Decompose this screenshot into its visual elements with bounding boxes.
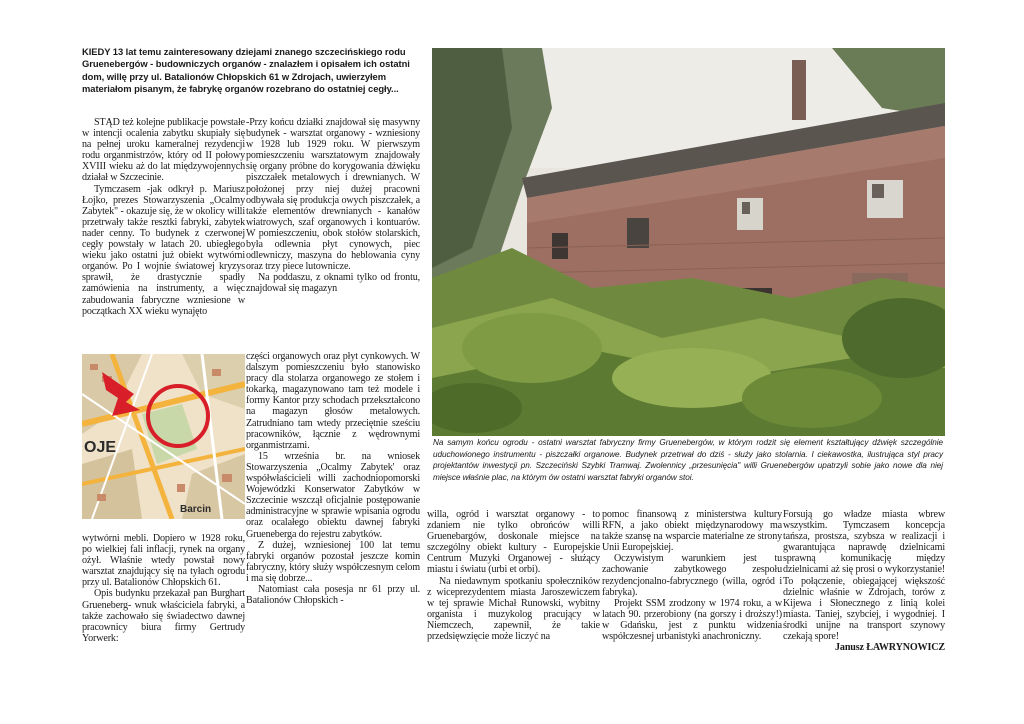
map-label-bottom: Barcin	[180, 504, 212, 515]
article-lead: KIEDY 13 lat temu zainteresowany dziejami znanego szczecińskiego rodu Gruenebergów - budowniczych organów - znalazłem i opisałem ich ostatni dom, willę przy ul. Batalionów Chłopskich 61 w Zdrojach, uwierzyłem materiałom pisanym, że fabrykę organów rozebrano do ostatniej cegły...	[82, 46, 410, 95]
column-3	[427, 509, 600, 669]
map-graphic	[82, 354, 245, 519]
paragraph: wytwórni mebli. Dopiero w 1928 roku, po wielkiej fali inflacji, rynek na organy ożył. Właśnie wtedy powstał nowy warsztat znajdujący się na tyłach ogrodu przy ul. Batalionów Chłopskich 61.	[82, 533, 245, 589]
column-4	[602, 509, 782, 669]
paragraph: Opis budynku przekazał pan Burghart Grueneberg- wnuk właściciela fabryki, a także zachowało się świadectwo dawnej pracownicy biura firmy Gertrudy Yorwerk:	[82, 588, 245, 644]
column-1-top	[82, 117, 245, 354]
paragraph: 15 września br. na wniosek Stowarzyszenia „Ocalmy Zabytek' oraz współwłaścicieli willi zachodniopomorski Wojewódzki Konserwator Zabytków w Szczecinie wszczął oficjalnie postępowanie administracyjne w sprawie wpisania ogrodu oraz ocalałego obiektu dawnej fabryki Grueneberga do rejestru zabytków.	[246, 450, 420, 540]
workshop-building-photo	[432, 48, 945, 436]
factory-photo	[432, 48, 945, 436]
paragraph: STĄD też kolejne publikacje powstałe w intencji ocalenia zabytku skupiały się na pełnej uroku kameralnej rezydencji rodu organmistrzów, który od II połowy XVIII wieku aż do lat międzywojennych działał w Szczecinie.	[82, 117, 245, 184]
paragraph: Tymczasem -jak odkrył p. Mariusz Łojko, prezes Stowarzyszenia „Ocalmy Zabytek" - okazuje się, że w okolicy willi przetrwały także resztki fabryki, zabytek nader cenny. To budynek z czerwonej cegły powstały w latach 20. ubiegłego wieku jako ostatni już obiekt wytwórni organów. Po I wojnie światowej kryzys sprawił, że drastycznie spadły zamówienia na instrumenty, a więc zabudowania fabryczne wzniesione w początkach XX wieku wynajęto	[82, 183, 245, 317]
photo-caption: Na samym końcu ogrodu - ostatni warsztat fabryczny firmy Gruenebergów, w którym rodzit się element kształtujący dźwięk szczególnie uduchowionego instrumentu - piszczałki organowe. Budynek przetrwał do dziś - służy jako stolarnia. I ciekawostka, ilustrująca styl pracy projektantów inwestycji pn. Szczeciński Szybki Tramwaj. Zwolennicy „przesunięcia" willi Gruenebergów upatrzyli sobie jako nowe dla niej miejsce właśnie plac, na którym ów ostatni warsztat fabryki organów stoi.	[433, 438, 943, 482]
column-2-bottom	[246, 351, 420, 663]
paragraph: Na niedawnym spotkaniu społeczników z wiceprezydentem miasta Jaroszewiczem w tej sprawie Michał Runowski, wybitny organista i muzykolog pracujący w Niemczech, zapewnił, że takie przedsięwzięcie może liczyć na	[427, 575, 600, 643]
paragraph: -Przy końcu działki znajdował się masywny budynek - warsztat organowy - wzniesiony w 1928 lub 1929 roku. W pierwszym pomieszczeniu warsztatowym znajdowały się organy próbne do korygowania dźwięku piszczałek metalowych i drewnianych. W położonej przy niej dużej pracowni odbywała się produkcja owych piszczałek, a także elementów drewnianych - kanałów wiatrowych, szaf organowych i kontuarów. W pomieszczeniu, obok stołów stolarskich, była odlewnia płyt cynowych, piec odlewniczy, maszyna do heblowania cyny oraz trzy piece lutownicze.	[246, 117, 420, 273]
map-label-left: OJE	[84, 439, 117, 456]
paragraph: Projekt SSM zrodzony w 1974 roku, a w latach 90. przerobiony (na gorszy i droższy!) w Gdańsku, jest z punktu widzenia współczesnej urbanistyki anachroniczny.	[602, 597, 782, 643]
paragraph: Z dużej, wzniesionej 100 lat temu fabryki organów pozostał jeszcze komin fabryczny, który służy współczesnym celom i ma się dobrze...	[246, 539, 420, 584]
paragraph: Na poddaszu, z oknami tylko od frontu, znajdował się magazyn	[246, 272, 420, 295]
paragraph: Forsują go władze miasta wbrew wszystkim. Tymczasem koncepcja tańsza, prostsza, szybsza w realizacji i gwarantująca naprawdę dzielnicami sprawną komunikację między dzielnicami aż się prosi o wykorzystanie! To połączenie, obiegającej większość dzielnic właśnie w Zdrojach, torów z Kijewa i Słonecznego z linią kolei miasta. Taniej, szybciej, i wygodniej. I środki unijne na transport szynowy czekają spore!	[783, 509, 945, 643]
location-map	[82, 354, 245, 519]
paragraph: pomoc finansową z ministerstwa kultury RFN, a jako obiekt międzynarodowy ma także szansę na wsparcie materialne ze strony Unii Europejskiej.	[602, 509, 782, 554]
paragraph: willa, ogród i warsztat organowy - to zdaniem nie tylko obrońców willi Gruenebargów, doskonale miejsce na szczególny obiekt kultury - Europejskie Centrum Muzyki Organowej - służący miastu i światu (urbi et orbi).	[427, 509, 600, 576]
column-1-bottom	[82, 533, 245, 663]
paragraph: Natomiast cała posesja nr 61 przy ul. Batalionów Chłopskich -	[246, 583, 420, 607]
column-5	[783, 509, 945, 669]
author-signature: Janusz ŁAWRYNOWICZ	[835, 642, 945, 654]
paragraph: części organowych oraz płyt cynkowych. W dalszym pomieszczeniu było stanowisko pracy dla stolarza organowego ze stołem i tokarką, magazynowano tam też modele i formy Kantor przy schodach przekształcono na magazyn głosów metalowych. Zatrudniano tam wtedy przeciętnie sześciu pracowników, łącznie z wędrownymi organmistrzami.	[246, 351, 420, 451]
paragraph: Oczywistym warunkiem jest tu zachowanie zabytkowego zespołu rezydencjonalno-fabrycznego (willa, ogród i fabryka).	[602, 553, 782, 598]
column-2-top	[246, 117, 420, 354]
